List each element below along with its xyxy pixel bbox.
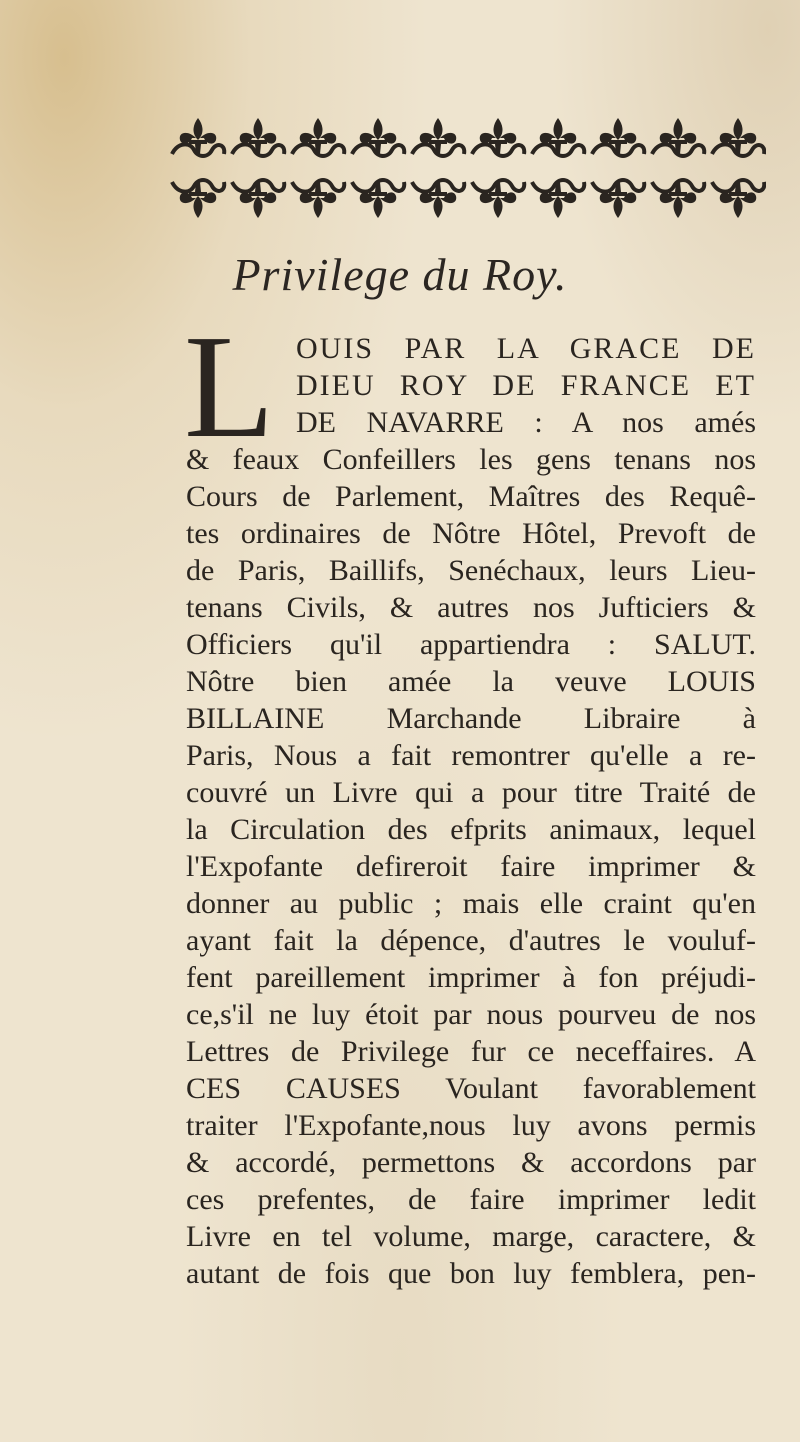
body-text — [184, 305, 756, 1292]
text-line: ce,s'il ne luy étoit par nous pourveu de nos — [186, 998, 756, 1031]
text-line: OUIS PAR LA GRACE DE — [296, 332, 756, 365]
text-line: Livre en tel volume, marge, caractere, & — [186, 1220, 756, 1253]
page-title: Privilege du Roy. — [232, 249, 568, 300]
text-line: couvré un Livre qui a pour titre Traité de — [186, 776, 756, 809]
text-line: ces prefentes, de faire imprimer ledit — [186, 1183, 756, 1216]
text-line: donner au public ; mais elle craint qu'en — [186, 887, 756, 920]
text-line: Paris, Nous a fait remontrer qu'elle a re- — [186, 739, 756, 772]
text-line: Lettres de Privilege fur ce neceffaires. A — [186, 1035, 756, 1068]
text-line: CES CAUSES Voulant favorablement — [186, 1072, 756, 1105]
text-line: BILLAINE Marchande Libraire à — [186, 702, 756, 735]
text-line: la Circulation des efprits animaux, lequel — [186, 813, 756, 846]
text-line: DE NAVARRE : A nos amés — [296, 406, 756, 439]
text-line: & feaux Confeillers les gens tenans nos — [186, 443, 756, 476]
text-line: Nôtre bien amée la veuve LOUIS — [186, 665, 756, 698]
text-line: tes ordinaires de Nôtre Hôtel, Prevoft de — [186, 517, 756, 550]
text-line: ayant fait la dépence, d'autres le vouluf- — [186, 924, 756, 957]
drop-cap: L — [184, 305, 275, 469]
text-line: de Paris, Baillifs, Senéchaux, leurs Lieu- — [186, 554, 756, 587]
fleur-de-lis-ornament-icon — [168, 110, 766, 228]
text-line: l'Expofante defireroit faire imprimer & — [186, 850, 756, 883]
text-line: traiter l'Expofante,nous luy avons permis — [186, 1109, 756, 1142]
text-line: Cours de Parlement, Maîtres des Requê- — [186, 480, 756, 513]
text-line: autant de fois que bon luy femblera, pen- — [186, 1257, 756, 1290]
text-line: & accordé, permettons & accordons par — [186, 1146, 756, 1179]
text-line: DIEU ROY DE FRANCE ET — [296, 369, 756, 402]
text-line: fent pareillement imprimer à fon préjudi- — [186, 961, 756, 994]
text-line: tenans Civils, & autres nos Jufticiers & — [186, 591, 756, 624]
text-line: Officiers qu'il appartiendra : SALUT. — [186, 628, 756, 661]
